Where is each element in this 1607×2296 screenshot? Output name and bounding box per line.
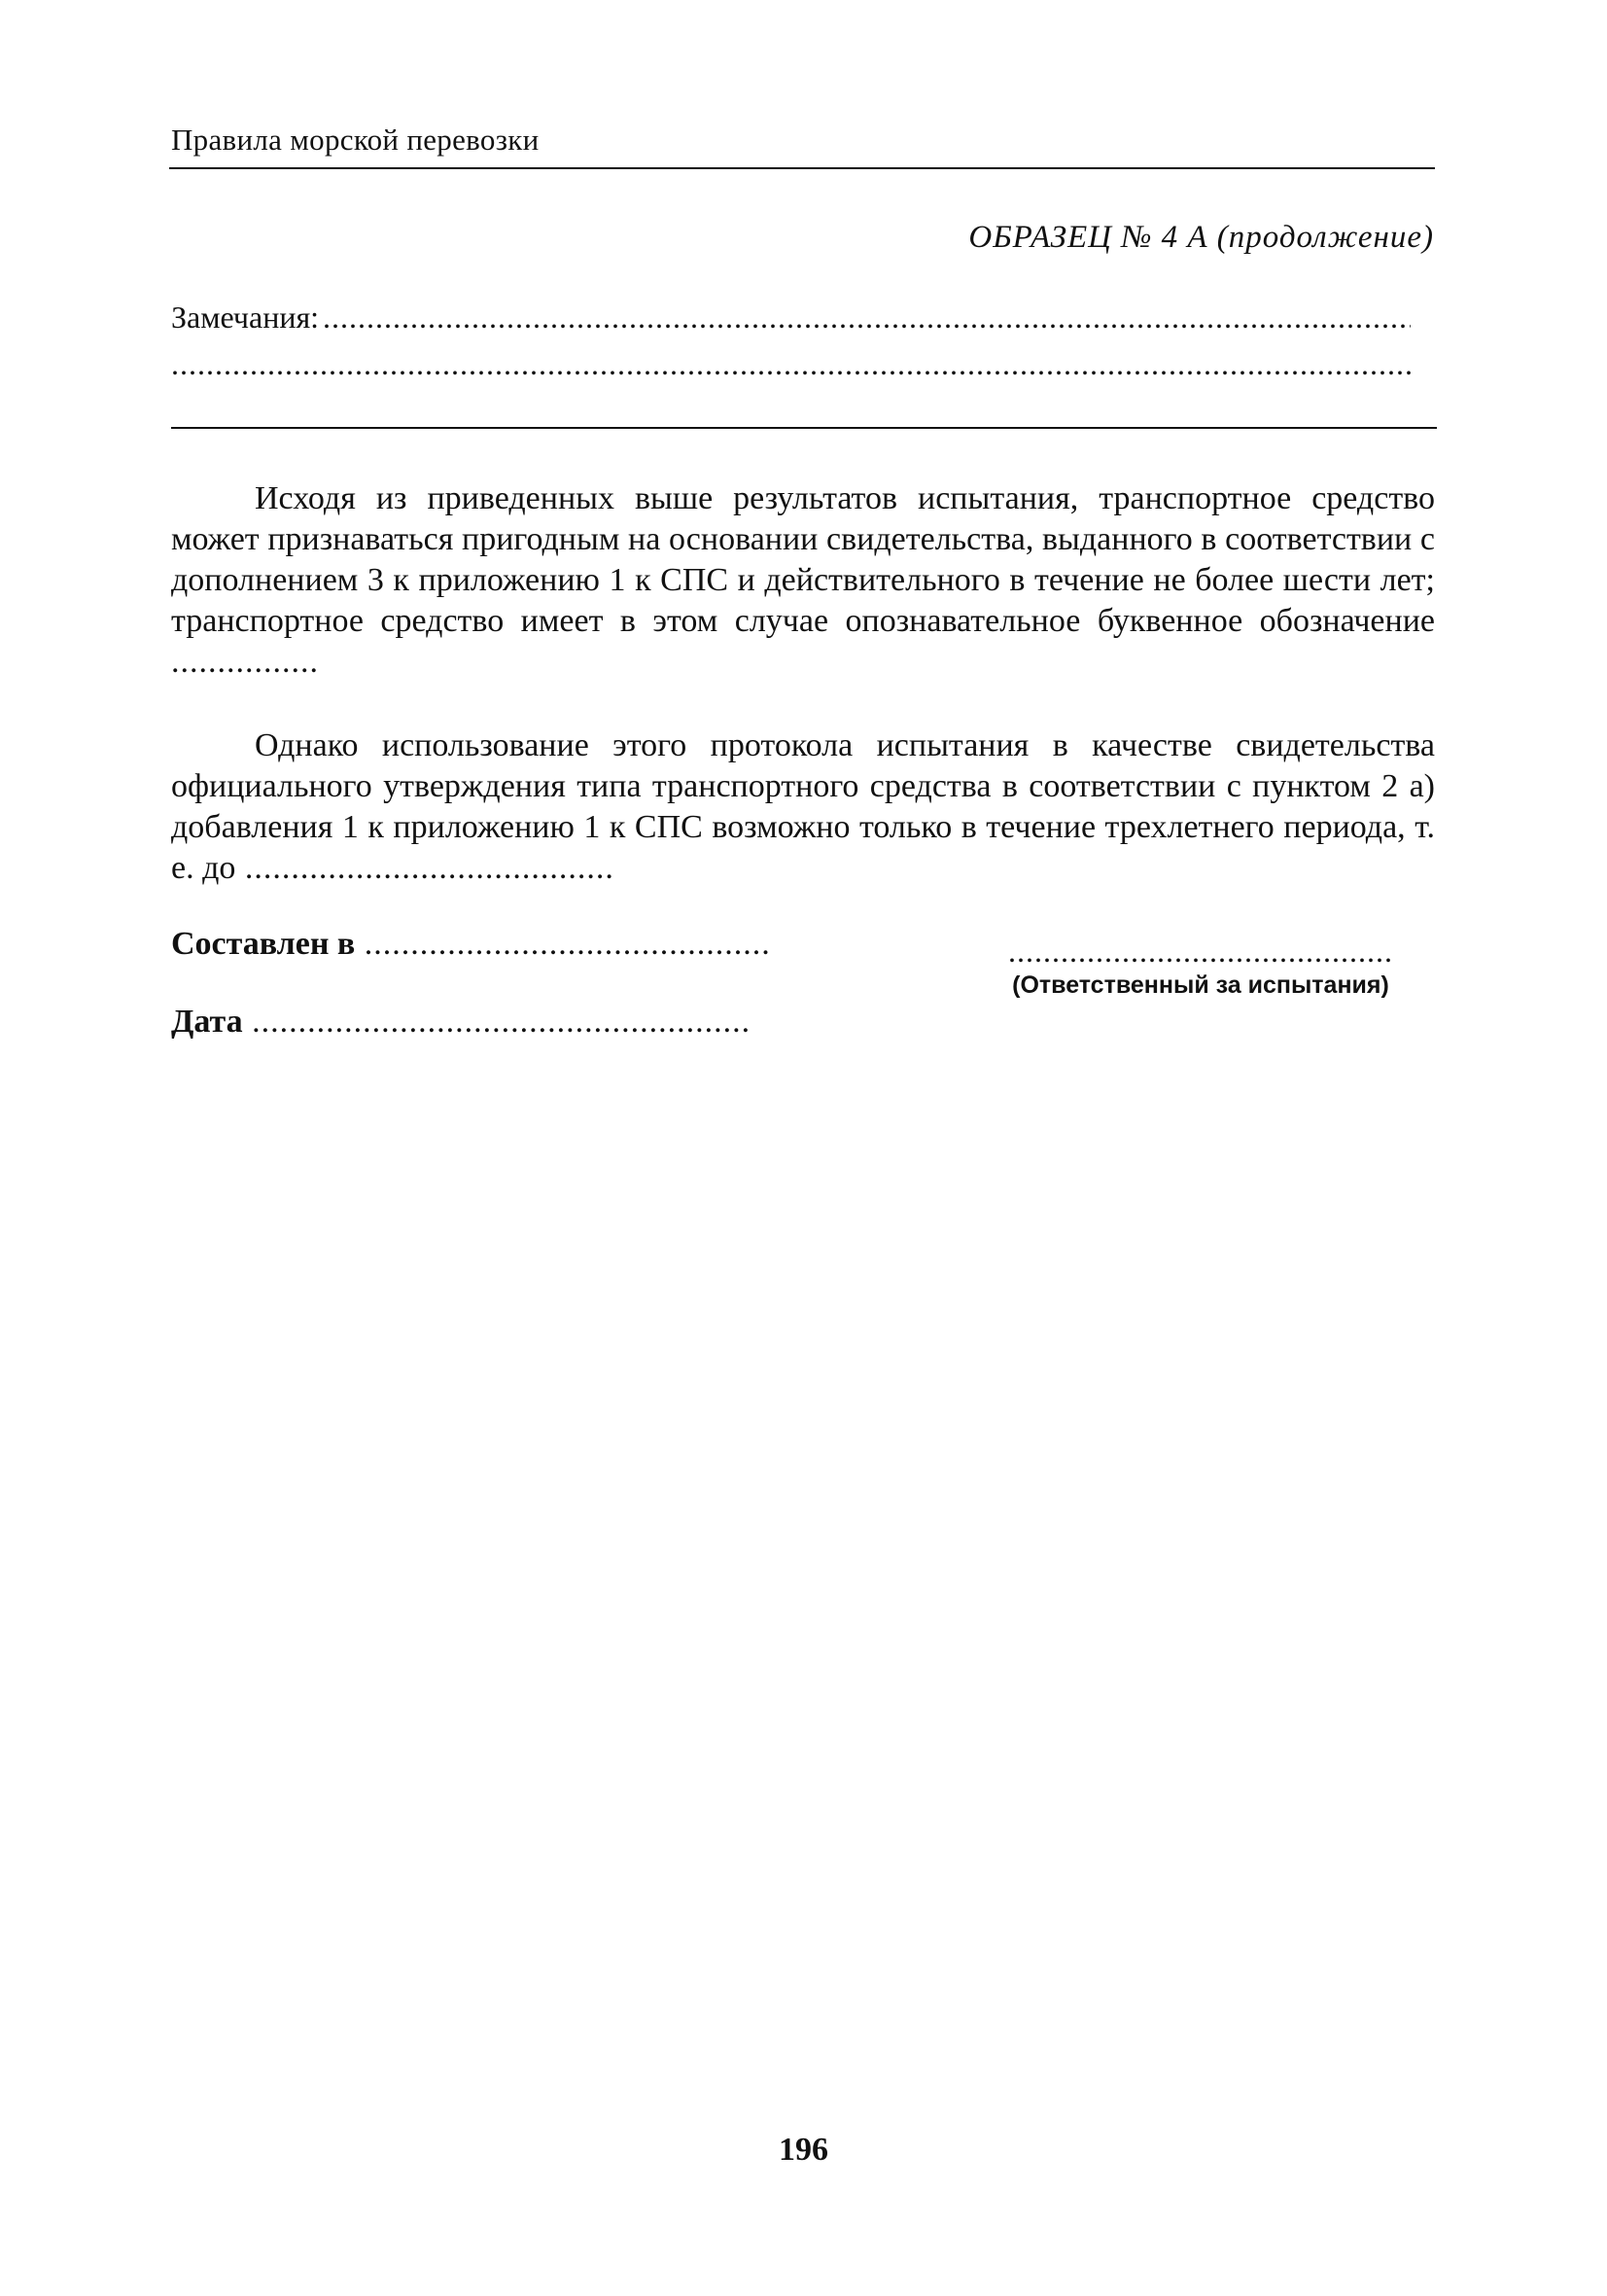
sample-title: ОБРАЗЕЦ № 4 А (продолжение)	[968, 220, 1434, 255]
paragraph-approval-text: Однако использование этого протокола испытания в качестве свидетельства официального утверждения типа транспортного средства в соответствии с пунктом 2 а) добавления 1 к приложению 1 к СПС возможно только в течение трехлетнего периода, т. е. до	[171, 727, 1435, 886]
compiled-at-row	[171, 926, 771, 963]
running-header: Правила морской перевозки	[171, 123, 540, 157]
responsible-signature-fill: ............................................	[1008, 934, 1393, 969]
date-row	[171, 1004, 751, 1041]
remarks-label: Замечания:	[171, 300, 320, 335]
paragraph-approval	[171, 725, 1435, 889]
paragraph-validity-text: Исходя из приведенных выше результатов испытания, транспортное средство может признаваться пригодным на основании свидетельства, выданного в соответствии с дополнением 3 к приложению 1 к СПС и действительного в течение не более шести лет; транспортное средство имеет в этом случае опознавательное буквенное обозначение	[171, 480, 1435, 639]
header-rule	[169, 167, 1435, 169]
approval-date-fill: ........................................	[235, 850, 614, 886]
compiled-at-fill: ............................................	[355, 926, 771, 962]
page-number: 196	[779, 2132, 828, 2168]
remarks-line	[171, 300, 1411, 336]
identification-mark-fill: ................	[171, 644, 319, 680]
responsible-caption: (Ответственный за испытания)	[1012, 971, 1389, 999]
date-label: Дата	[171, 1004, 243, 1040]
remarks-fill-line-2	[171, 346, 1411, 382]
date-fill: ......................................................	[242, 1004, 751, 1040]
responsible-signature	[972, 934, 1429, 1000]
compiled-at-label: Составлен в	[171, 926, 356, 962]
remarks-line-2	[171, 346, 1411, 382]
remarks-fill-line	[323, 300, 1411, 336]
paragraph-validity	[171, 478, 1435, 683]
section-rule	[171, 427, 1437, 429]
